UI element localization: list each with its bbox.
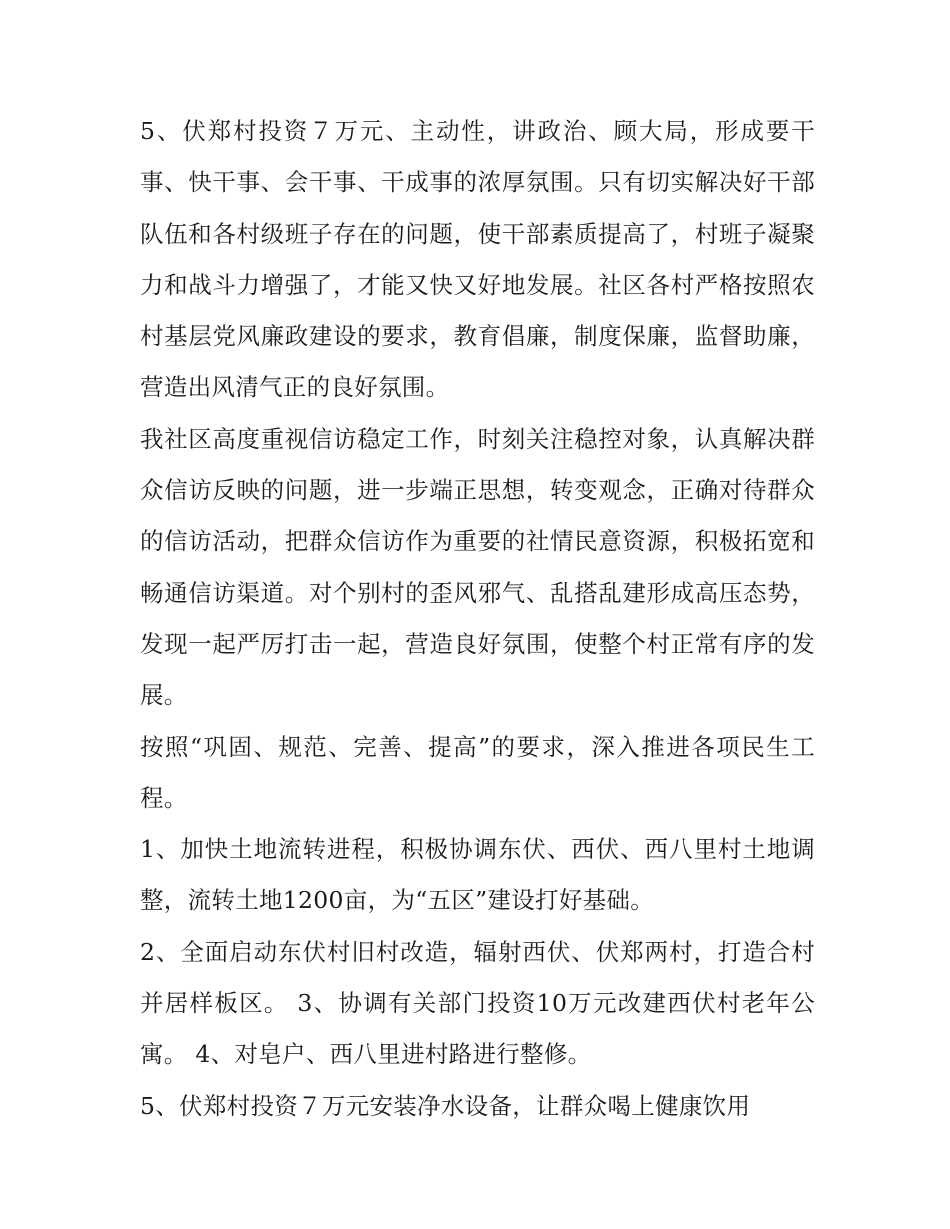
- paragraph-item-land-transfer: 1、加快土地流转进程，积极协调东伏、西伏、西八里村土地调整，流转土地1200亩，为“五区”建设打好基础。: [140, 835, 815, 915]
- paragraph-item-water-equipment: 5、伏郑村投资７万元安装净水设备，让群众喝上健康饮用: [140, 1091, 751, 1120]
- paragraph-item-village-renovation: 2、全面启动东伏村旧村改造，辐射西伏、伏郑两村，打造合村并居样板区。 3、协调有关部门投资10万元改建西伏村老年公寓。 4、对皂户、西八里进村路进行整修。: [140, 937, 815, 1069]
- document-body: [140, 106, 815, 1132]
- paragraph-party-building: 5、伏郑村投资７万元、主动性，讲政治、顾大局，形成要干事、快干事、会干事、干成事的浓厚氛围。只有切实解决好干部队伍和各村级班子存在的问题，使干部素质提高了，村班子凝聚力和战斗力增强了，才能又快又好地发展。社区各村严格按照农村基层党风廉政建设的要求，教育倡廉，制度保廉，监督助廉，营造出风清气正的良好氛围。: [140, 117, 815, 402]
- paragraph-livelihood-intro: 按照“巩固、规范、完善、提高”的要求，深入推进各项民生工程。: [140, 732, 815, 812]
- paragraph-petition-stability: 我社区高度重视信访稳定工作，时刻关注稳控对象，认真解决群众信访反映的问题，进一步端正思想，转变观念，正确对待群众的信访活动，把群众信访作为重要的社情民意资源，积极拓宽和畅通信访渠道。对个别村的歪风邪气、乱搭乱建形成高压态势，发现一起严厉打击一起，营造良好氛围，使整个村正常有序的发展。: [140, 424, 815, 710]
